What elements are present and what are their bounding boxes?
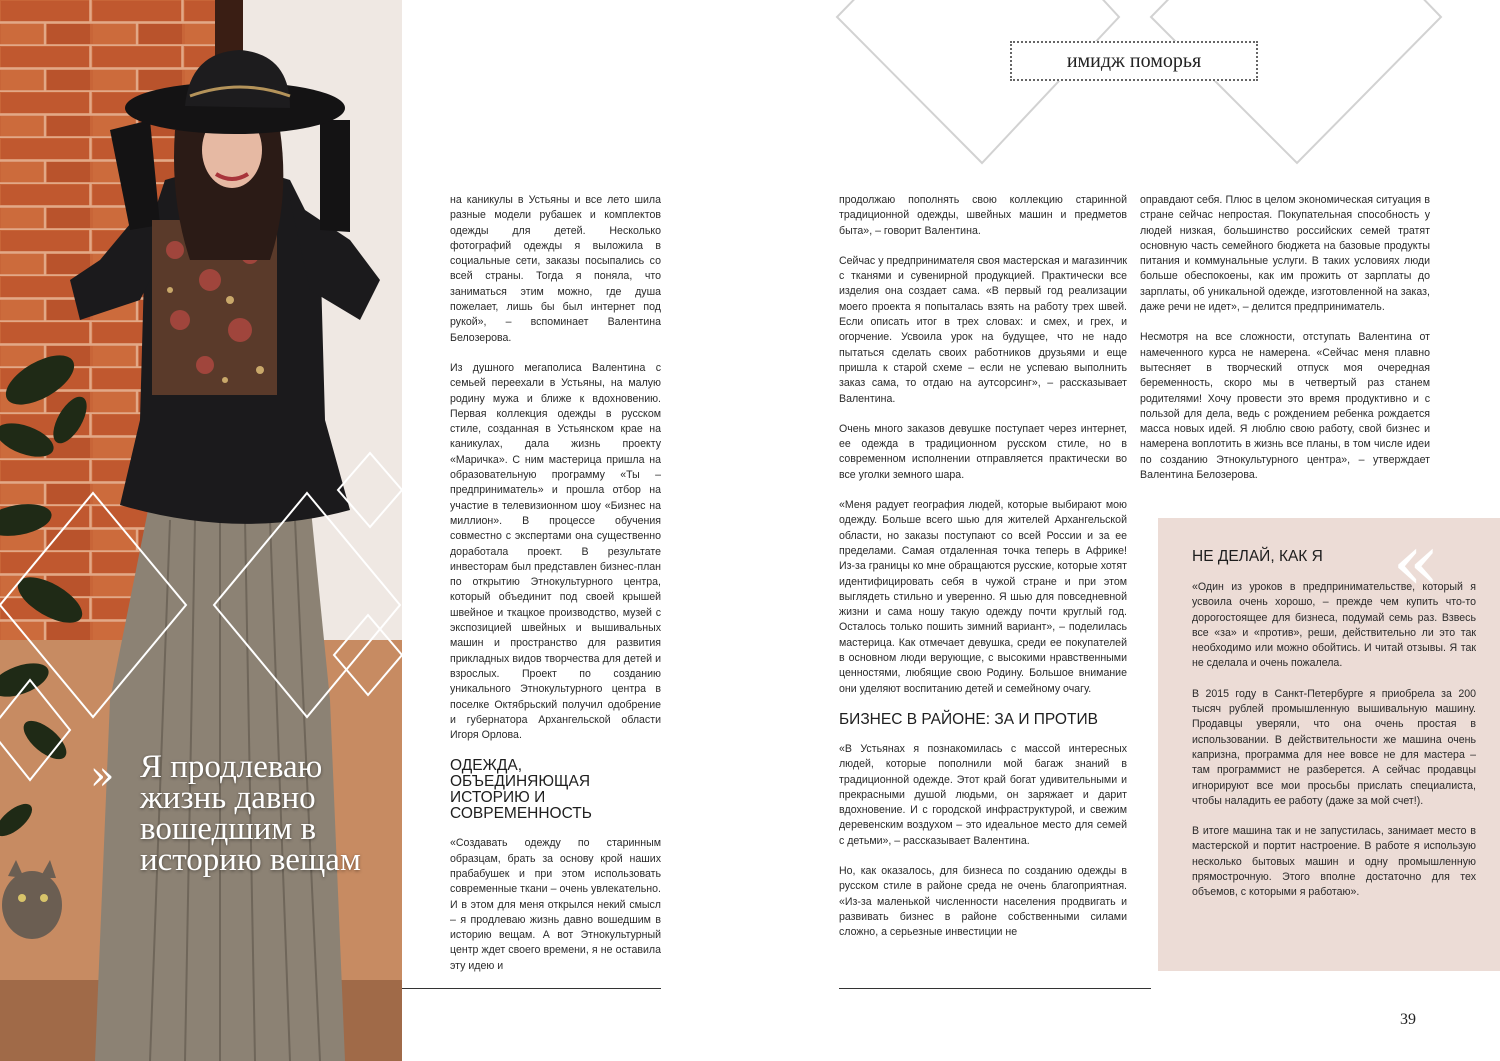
sidebar-box <box>1158 518 1500 971</box>
paragraph: Очень много заказов девушке поступает через интернет, ее одежда в традиционном русском стиле, но в современном исполнении отправляется практически во все уголки земного шара. <box>839 422 1127 481</box>
woman-in-traditional-dress-illustration <box>0 0 402 1061</box>
subheading: ОДЕЖДА, ОБЪЕДИНЯЮЩАЯ ИСТОРИЮ И СОВРЕМЕННОСТЬ <box>450 757 592 823</box>
paragraph: Несмотря на все сложности, отступать Валентина от намеченного курса не намерена. «Сейчас меня плавно вытесняет в творческий отпуск моя очередная беременность, скоро мы в четвертый раз станем родителями! Хочу провести это время продуктивно и с пользой для дела, ведь с рождением ребенка рождается масса новых идей. Я люблю свою работу, свой бизнес и намерена воплотить в жизнь все планы, в том числе идеи по созданию Этнокультурного центра», – утверждает Валентина Белозерова. <box>1140 331 1430 482</box>
diamond-outline-icon <box>837 0 1119 163</box>
page-number: 39 <box>1400 1011 1416 1028</box>
paragraph: «Меня радует география людей, которые выбирают мою одежду. Больше всего шью для жителей Архангельской области, но заказы поступают со всей России и за ее пределами. Самая отдаленная точка теперь в Африке! Из-за границы ко мне обращаются русские, которые хотят идентифицировать себя в чужой стране и при этом выглядеть стильно и уверенно. Я шью для повседневной жизни и сама ношу такую одежду почти круглый год. Осталось только пошить зимний вариант», – поделилась мастерица. Как отмечает девушка, среди ее покупателей в основном люди верующие, с высокими нравственными ценностями, любящие свою Родину. Большое внимание они уделяют воспитанию детей и семейному очагу. <box>839 499 1127 695</box>
paragraph: В итоге машина так и не запустилась, занимает место в мастерской и портит настроение. В работе я использую несколько бытовых машин и одну промышленную прямострочную. Этого вполне достаточно для тех объемов, с которыми я работаю». <box>1192 825 1476 899</box>
paragraph: «Создавать одежду по старинным образцам, брать за основу крой наших прабабушек и при этом использовать современные ткани – очень увлекательно. И в этом для меня открылся некий смысл – я продлеваю жизнь давно вошедшим в историю вещам. А вот Этнокультурный центр ждет своего времени, я не оставила эту идею и <box>450 837 661 972</box>
paragraph: на каникулы в Устьяны и все лето шила разные модели рубашек и комплектов одежды для детей. Несколько фотографий одежды я выложила в социальные сети, заказы посыпались со всей страны. Тогда я поняла, что заниматься этим можно, где душа пожелает, лишь бы был интернет под рукой», – вспоминает Валентина Белозерова. <box>450 194 661 344</box>
paragraph: Из душного мегаполиса Валентина с семьей переехали в Устьяны, на малую родину мужа и ближе к вдохновению. Первая коллекция одежды в русском стиле, созданная в Устьянском крае на каникулах, дала жизнь проекту «Маричка». С ним мастерица пришла на образовательную программу «Ты – предприниматель» и прошла отбор на участие в телевизионном шоу «Бизнес на миллион». В процессе обучения совместно с экспертами она существенно доработала проект. В результате инвесторам был представлен бизнес-план по открытию Этнокультурного центра, который объединит под своей крышей швейное и ткацкое производство, музей с экспозицией швейных и вышивальных машин и пространство для развития прикладных видов творчества для детей и взрослых. Проект по созданию уникального Этнокультурного центра в поселке Октябрьский получил одобрение и губернатора Архангельской области Игоря Орлова. <box>450 361 661 742</box>
paragraph: продолжаю пополнять свою коллекцию старинной традиционной одежды, швейных машин и предметов быта», – говорит Валентина. <box>839 194 1127 237</box>
quote-chevron-icon: « <box>1392 518 1428 608</box>
section-title: имидж поморья <box>1066 49 1202 72</box>
feature-photo <box>0 0 402 1061</box>
paragraph: В 2015 году в Санкт-Петербурге я приобрела за 200 тысяч рублей промышленную вышивальную машину. Продавцы уверяли, что она очень простая в использовании. В действительности же машина очень капризна, программа для нее вовсе не для мастера – там программист не разберется. А сейчас продавцы игнорируют все мои просьбы прислать специалиста, чтобы наладить ее работу (даже за мой счет!). <box>1192 687 1476 807</box>
subheading: БИЗНЕС В РАЙОНЕ: ЗА И ПРОТИВ <box>839 710 1098 728</box>
sidebar-body <box>1192 580 1476 916</box>
paragraph: Но, как оказалось, для бизнеса по созданию одежды в русском стиле в районе среда не очень благоприятная. «Из-за маленькой численности населения продвигать и развивать бизнес в районе собственными силами сложно, а серьезные инвестиции не <box>839 864 1127 939</box>
paragraph: «В Устьянах я познакомилась с массой интересных людей, которые пополнили мой багаж знаний в традиционной одежде. Этот край богат удивительными и прекрасными душой людьми, он заряжает и дарит вдохновение. И с городской инфраструктурой, и свежим деревенским воздухом – это идеальное место для семей с детьми», – рассказывает Валентина. <box>839 742 1127 847</box>
cat-shape <box>2 860 62 939</box>
column-rule <box>839 988 1151 989</box>
article-column-1 <box>450 193 661 989</box>
article-column-3 <box>1140 193 1430 498</box>
article-column-2 <box>839 193 1127 955</box>
quote-chevron-icon: » <box>90 753 109 799</box>
diamond-outline-icon <box>1151 0 1441 163</box>
paragraph: Сейчас у предпринимателя своя мастерская и магазинчик с тканями и сувенирной продукцией. Практически все изделия она создает сама. «В первый год реализации моего проекта я попыталась взять на работу трех швей. Если описать итог в трех словах: и смех, и грех, и огорчение. Усвоила урок на будущее, что не надо пытаться сделать своих работников друзьями и еще пришла к старой схеме – если не успеваю выполнить заказ сама, то отдаю на аутсорсинг», – рассказывает Валентина. <box>839 254 1127 405</box>
paragraph: оправдают себя. Плюс в целом экономическая ситуация в стране сейчас непростая. Покупательная способность у людей низкая, большинство российских семей тратят основную часть семейного бюджета на базовые продукты питания и коммунальные услуги. В таких условиях люди больше обеспокоены, как им прожить от зарплаты до зарплаты, об уникальной одежде, изготовленной на заказ, даже речи не идет», – делится предприниматель. <box>1140 194 1430 314</box>
pull-quote-text: Я продлеваю жизнь давно вошедшим в историю вещам <box>140 749 361 878</box>
paragraph: «Один из уроков в предпринимательстве, который я усвоила очень хорошо, – прежде чем купить что-то дорогостоящее для бизнеса, подумай семь раз. Взвесь все «за» и «против», реши, действительно ли это так необходимо или можно обойтись. И читай отзывы. Я так не сделала и очень пожалела. <box>1192 581 1476 670</box>
column-rule <box>402 988 661 989</box>
section-title-badge <box>1010 41 1258 81</box>
sidebar-title: НЕ ДЕЛАЙ, КАК Я <box>1192 548 1323 565</box>
